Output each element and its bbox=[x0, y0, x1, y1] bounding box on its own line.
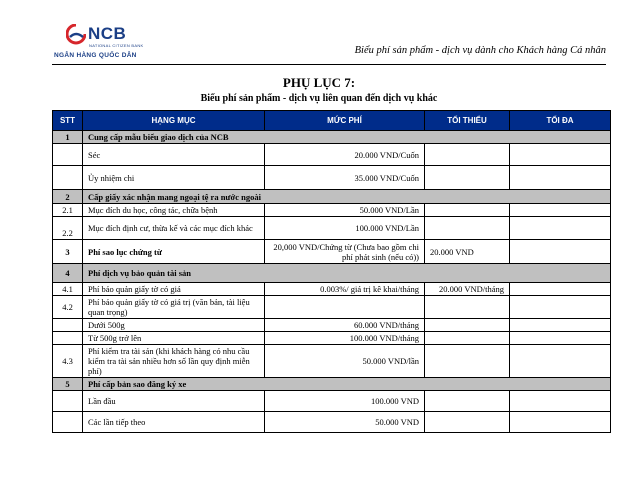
row-fee: 20,000 VND/Chứng từ (Chưa bao gồm chi phí phát sinh (nếu có)) bbox=[265, 240, 425, 264]
row-max bbox=[510, 166, 611, 190]
row-item: Các lần tiếp theo bbox=[83, 412, 265, 433]
page-title: PHỤ LỤC 7: bbox=[282, 75, 356, 90]
row-item: Mục đích định cư, thừa kế và các mục đích khác bbox=[83, 217, 265, 240]
section-stt: 4 bbox=[53, 264, 83, 283]
table-row bbox=[53, 391, 611, 412]
section-stt: 2 bbox=[53, 190, 83, 204]
row-fee: 50.000 VND/Lần bbox=[265, 204, 425, 217]
row-stt: 4.3 bbox=[53, 345, 83, 378]
row-item: Phí bảo quản giấy tờ có giá bbox=[83, 283, 265, 296]
row-max bbox=[510, 204, 611, 217]
page-subtitle: Biểu phí sản phẩm - dịch vụ liên quan đến dịch vụ khác bbox=[200, 93, 438, 104]
header-note: Biểu phí sản phẩm - dịch vụ dành cho Khách hàng Cá nhân bbox=[354, 45, 606, 56]
table-section-row bbox=[53, 378, 611, 391]
row-fee: 100.000 VND bbox=[265, 391, 425, 412]
row-fee: 0.003%/ giá trị kê khai/tháng bbox=[265, 283, 425, 296]
row-stt bbox=[53, 144, 83, 166]
row-max bbox=[510, 283, 611, 296]
section-title: Phí dịch vụ bảo quản tài sản bbox=[83, 264, 611, 283]
row-min bbox=[425, 204, 510, 217]
table-row bbox=[53, 296, 611, 319]
row-min bbox=[425, 319, 510, 332]
table-row bbox=[53, 204, 611, 217]
row-max bbox=[510, 296, 611, 319]
row-min bbox=[425, 391, 510, 412]
col-header-stt: STT bbox=[53, 111, 83, 131]
row-stt: 2.2 bbox=[53, 217, 83, 240]
table-row bbox=[53, 166, 611, 190]
ncb-logo bbox=[52, 22, 170, 62]
row-min bbox=[425, 296, 510, 319]
row-fee: 50.000 VND bbox=[265, 412, 425, 433]
row-item: Phí bảo quản giấy tờ có giá trị (văn bản, tài liệu quan trọng) bbox=[83, 296, 265, 319]
section-title: Phí cấp bản sao đăng ký xe bbox=[83, 378, 611, 391]
row-item: Phí sao lục chứng từ bbox=[83, 240, 265, 264]
row-min bbox=[425, 345, 510, 378]
row-item: Lần đầu bbox=[83, 391, 265, 412]
table-row bbox=[53, 332, 611, 345]
row-stt bbox=[53, 166, 83, 190]
row-item: Từ 500g trở lên bbox=[83, 332, 265, 345]
section-title: Cấp giấy xác nhận mang ngoại tệ ra nước ngoài bbox=[83, 190, 611, 204]
ncb-emblem-icon bbox=[66, 24, 86, 46]
row-fee: 100.000 VND/Lần bbox=[265, 217, 425, 240]
row-max bbox=[510, 217, 611, 240]
row-max bbox=[510, 332, 611, 345]
logo-brand: NCB bbox=[88, 24, 127, 43]
row-item: Phí kiểm tra tài sản (khi khách hàng có nhu cầu kiểm tra tài sản nhiều hơn số lần quy định miễn phí) bbox=[83, 345, 265, 378]
table-row bbox=[53, 319, 611, 332]
table-row bbox=[53, 345, 611, 378]
section-title: Cung cấp mẫu biểu giao dịch của NCB bbox=[83, 131, 611, 144]
col-header-max: TỐI ĐA bbox=[510, 111, 611, 131]
table-row bbox=[53, 240, 611, 264]
col-header-fee: MỨC PHÍ bbox=[265, 111, 425, 131]
row-stt bbox=[53, 319, 83, 332]
row-stt: 4.1 bbox=[53, 283, 83, 296]
section-stt: 5 bbox=[53, 378, 83, 391]
logo-tagline: NATIONAL CITIZEN BANK bbox=[89, 43, 144, 48]
table-header-row bbox=[53, 111, 611, 131]
section-stt: 1 bbox=[53, 131, 83, 144]
table-row bbox=[53, 217, 611, 240]
row-max bbox=[510, 345, 611, 378]
row-fee: 100.000 VND/tháng bbox=[265, 332, 425, 345]
row-fee bbox=[265, 296, 425, 319]
row-stt bbox=[53, 391, 83, 412]
row-min bbox=[425, 144, 510, 166]
row-stt bbox=[53, 332, 83, 345]
row-max bbox=[510, 412, 611, 433]
row-stt: 4.2 bbox=[53, 296, 83, 319]
row-max bbox=[510, 144, 611, 166]
row-fee: 20.000 VND/Cuốn bbox=[265, 144, 425, 166]
row-item: Mục đích du học, công tác, chữa bệnh bbox=[83, 204, 265, 217]
row-stt: 2.1 bbox=[53, 204, 83, 217]
row-min bbox=[425, 217, 510, 240]
table-section-row bbox=[53, 190, 611, 204]
logo-vn-name: NGÂN HÀNG QUỐC DÂN bbox=[54, 52, 137, 59]
row-fee: 50.000 VND/lần bbox=[265, 345, 425, 378]
fee-table bbox=[52, 110, 611, 433]
row-max bbox=[510, 240, 611, 264]
row-min bbox=[425, 166, 510, 190]
table-row bbox=[53, 412, 611, 433]
col-header-item: HẠNG MỤC bbox=[83, 111, 265, 131]
row-item: Séc bbox=[83, 144, 265, 166]
row-fee: 35.000 VND/Cuốn bbox=[265, 166, 425, 190]
row-item: Dưới 500g bbox=[83, 319, 265, 332]
row-max bbox=[510, 391, 611, 412]
table-section-row bbox=[53, 264, 611, 283]
row-fee: 60.000 VND/tháng bbox=[265, 319, 425, 332]
col-header-min: TỐI THIỂU bbox=[425, 111, 510, 131]
row-min: 20.000 VND bbox=[425, 240, 510, 264]
row-stt bbox=[53, 412, 83, 433]
table-section-row bbox=[53, 131, 611, 144]
row-stt: 3 bbox=[53, 240, 83, 264]
row-max bbox=[510, 319, 611, 332]
row-min bbox=[425, 332, 510, 345]
header-divider bbox=[52, 64, 606, 65]
row-min: 20.000 VND/tháng bbox=[425, 283, 510, 296]
row-min bbox=[425, 412, 510, 433]
row-item: Ủy nhiệm chi bbox=[83, 166, 265, 190]
table-row bbox=[53, 283, 611, 296]
table-row bbox=[53, 144, 611, 166]
